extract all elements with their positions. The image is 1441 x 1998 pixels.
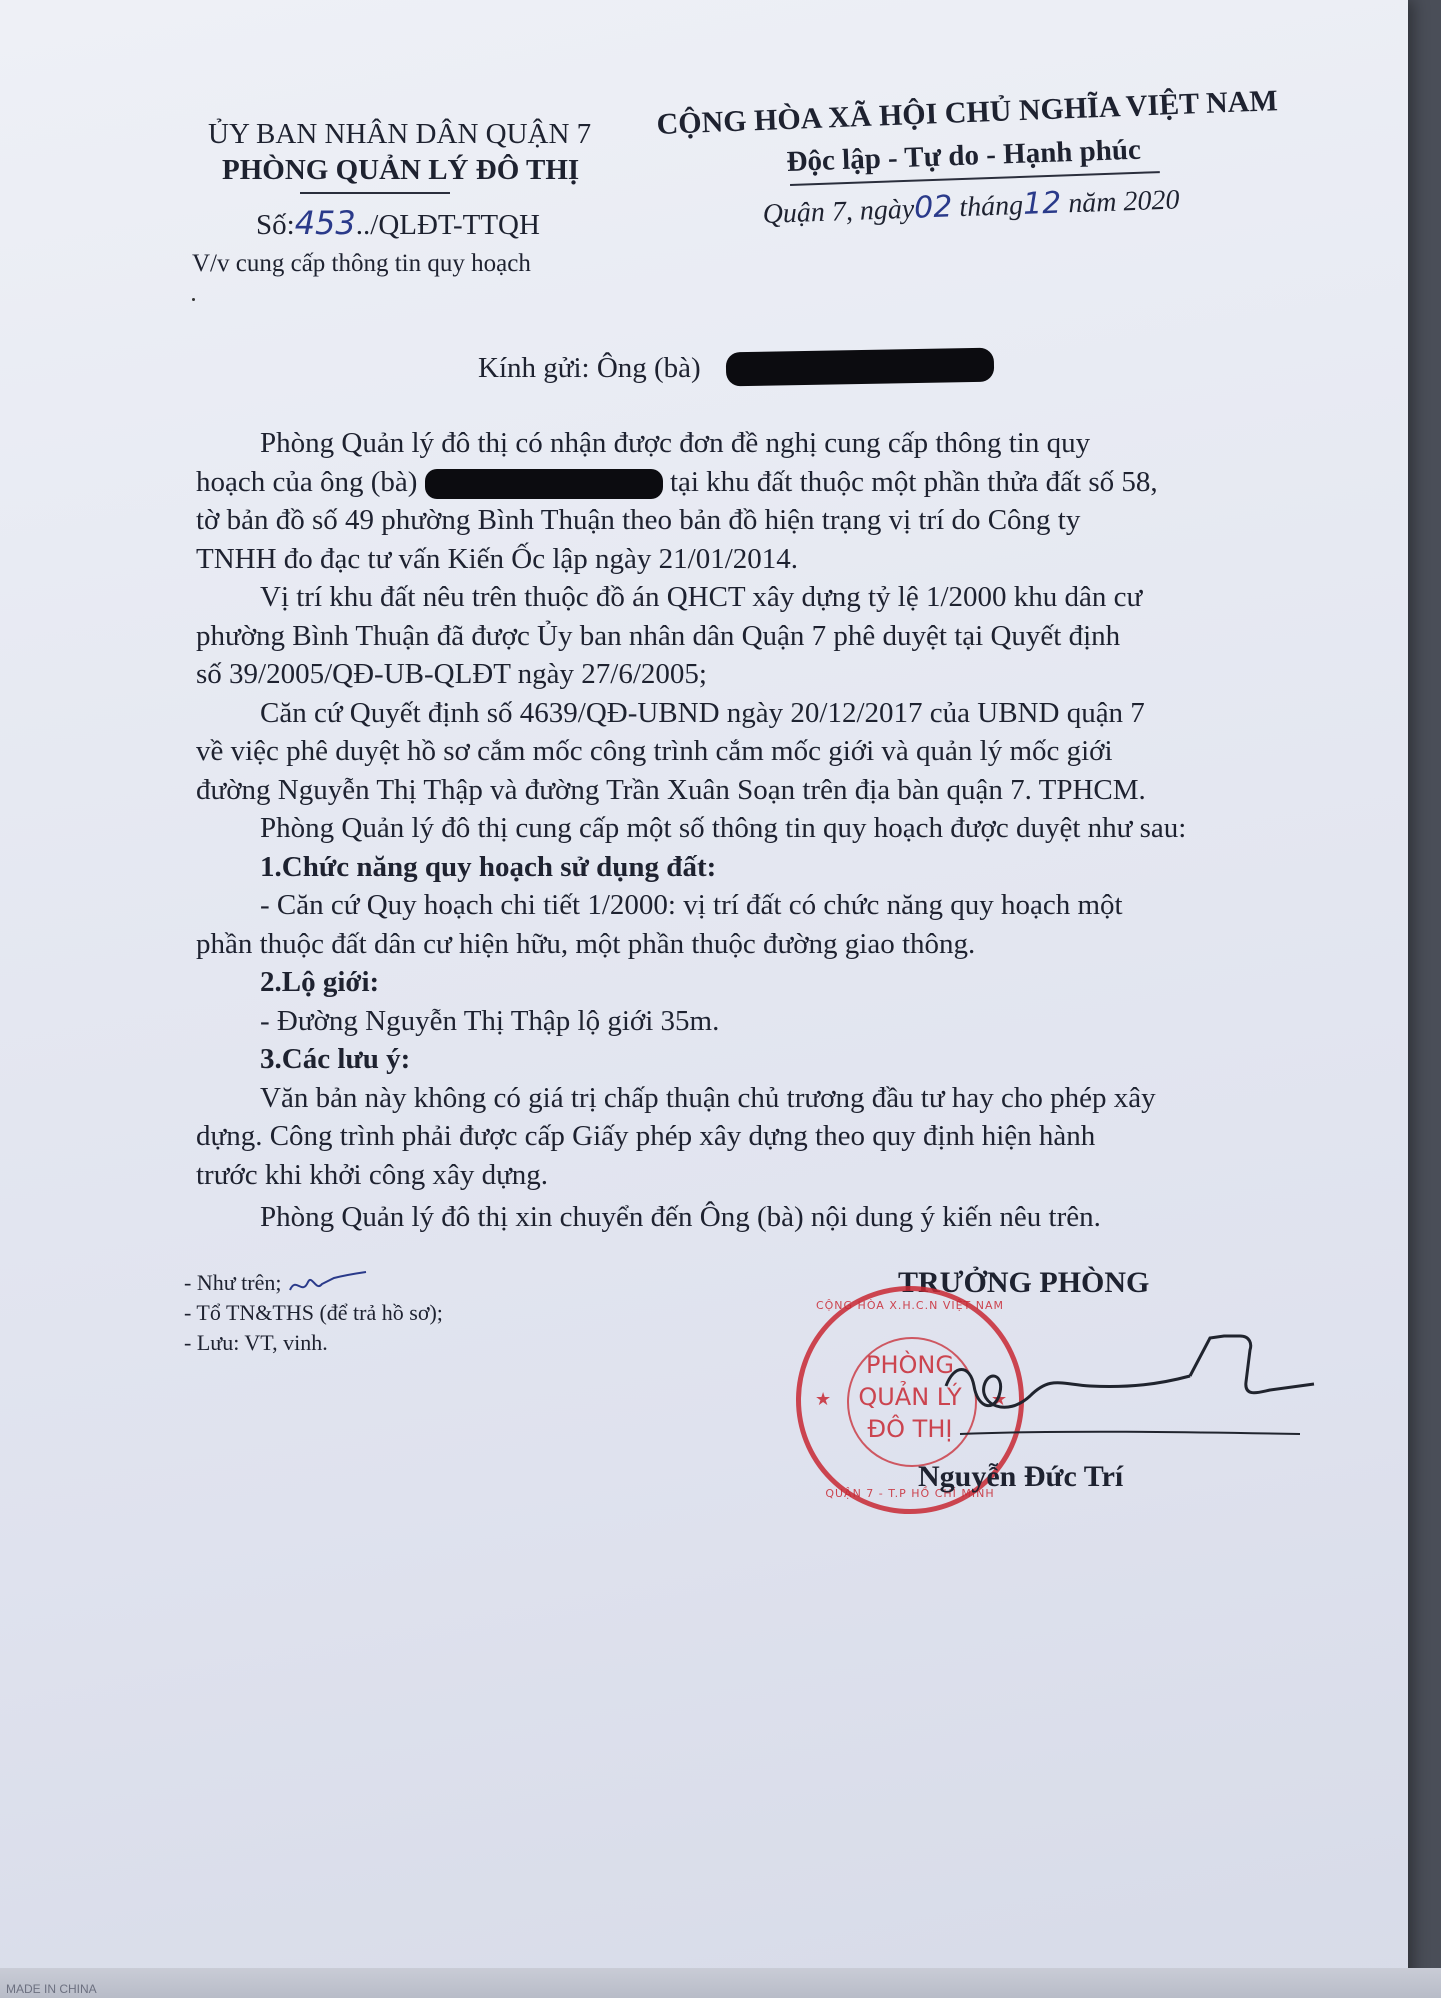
- p3-line1: Căn cứ Quyết định số 4639/QĐ-UBND ngày 20/12/2017 của UBND quận 7: [260, 696, 1145, 729]
- paper-edge-text: MADE IN CHINA: [6, 1982, 97, 1996]
- redacted-name-body: [425, 469, 663, 499]
- signer-name: Nguyễn Đức Trí: [918, 1460, 1124, 1493]
- p1-line4: TNHH đo đạc tư vấn Kiến Ốc lập ngày 21/01/2014.: [196, 542, 799, 575]
- date-month: 12: [1022, 185, 1062, 222]
- seal-text-2: QUẢN LÝ: [858, 1383, 962, 1411]
- stray-dot: [192, 298, 195, 301]
- closing-line: Phòng Quản lý đô thị xin chuyển đến Ông (bà) nội dung ý kiến nêu trên.: [260, 1201, 1101, 1233]
- section1-line2: phần thuộc đất dân cư hiện hữu, một phần thuộc đường giao thông.: [196, 927, 976, 960]
- doc-number-handwritten: 453: [294, 204, 356, 242]
- country-name: CỘNG HÒA XÃ HỘI CHỦ NGHĨA VIỆT NAM: [656, 84, 1279, 141]
- seal-ring-top: CỘNG HÒA X.H.C.N VIỆT NAM: [815, 1299, 1005, 1312]
- section3-line1: Văn bản này không có giá trị chấp thuận chủ trương đầu tư hay cho phép xây: [260, 1081, 1156, 1114]
- p1-line2b: tại khu đất thuộc một phần thửa đất số 58,: [669, 465, 1158, 498]
- seal-text-3: ĐÔ THỊ: [867, 1415, 953, 1443]
- p2-line2: phường Bình Thuận đã được Ủy ban nhân dân Quận 7 phê duyệt tại Quyết định: [196, 619, 1121, 652]
- p1-line3: tờ bản đồ số 49 phường Bình Thuận theo bản đồ hiện trạng vị trí do Công ty: [196, 504, 1081, 536]
- subject-line: V/v cung cấp thông tin quy hoạch: [192, 250, 531, 277]
- date-month-label: tháng: [958, 189, 1024, 224]
- p1-line2a: hoạch của ông (bà): [196, 465, 418, 498]
- p4-line: Phòng Quản lý đô thị cung cấp một số thông tin quy hoạch được duyệt như sau:: [260, 812, 1187, 844]
- handwritten-signature: [940, 1334, 1320, 1454]
- redacted-name-salutation: [726, 348, 995, 387]
- section1-line1: - Căn cứ Quy hoạch chi tiết 1/2000: vị trí đất có chức năng quy hoạch một: [260, 889, 1123, 921]
- section3-line3: trước khi khởi công xây dựng.: [196, 1158, 549, 1191]
- motto: Độc lập - Tự do - Hạnh phúc: [786, 133, 1142, 178]
- agency-parent: ỦY BAN NHÂN DÂN QUẬN 7: [208, 118, 592, 150]
- initials-scribble: [286, 1268, 370, 1298]
- p3-line3: đường Nguyễn Thị Thập và đường Trần Xuân Soạn trên địa bàn quận 7. TPHCM.: [196, 773, 1146, 806]
- doc-number-suffix: ../QLĐT-TTQH: [355, 209, 540, 241]
- salutation: Kính gửi: Ông (bà): [478, 352, 701, 384]
- p1-line2: [196, 463, 1288, 502]
- letter-body: [196, 424, 1288, 1237]
- seal-star-left: ★: [815, 1389, 832, 1409]
- document-number: [256, 204, 540, 242]
- recipient-2: - Tổ TN&THS (để trả hồ sơ);: [184, 1300, 443, 1325]
- p2-line1: Vị trí khu đất nêu trên thuộc đồ án QHCT xây dựng tỷ lệ 1/2000 khu dân cư: [260, 581, 1143, 613]
- seal-text-1: PHÒNG: [866, 1351, 954, 1379]
- section1-title: 1.Chức năng quy hoạch sử dụng đất:: [260, 850, 717, 883]
- seal-ring-bottom: QUẬN 7 - T.P HỒ CHÍ MINH: [825, 1487, 995, 1500]
- date-line: [762, 181, 1180, 231]
- date-place: Quận 7, ngày: [762, 193, 915, 230]
- doc-number-prefix: Số:: [256, 209, 295, 241]
- section3-line2: dựng. Công trình phải được cấp Giấy phép xây dựng theo quy định hiện hành: [196, 1120, 1096, 1152]
- date-year: năm 2020: [1067, 184, 1180, 220]
- recipient-1: - Như trên;: [184, 1270, 282, 1295]
- agency-underline: [300, 192, 450, 194]
- seal-star-right: ★: [991, 1389, 1008, 1409]
- section2-title: 2.Lộ giới:: [260, 966, 380, 998]
- p2-line3: số 39/2005/QĐ-UB-QLĐT ngày 27/6/2005;: [196, 658, 707, 690]
- section3-title: 3.Các lưu ý:: [260, 1043, 411, 1075]
- section2-line1: - Đường Nguyễn Thị Thập lộ giới 35m.: [260, 1004, 720, 1037]
- agency-name: PHÒNG QUẢN LÝ ĐÔ THỊ: [222, 154, 580, 186]
- signer-title: TRƯỞNG PHÒNG: [898, 1266, 1150, 1299]
- date-day: 02: [913, 189, 953, 226]
- paper-edge-strip: [0, 1968, 1441, 1998]
- p3-line2: về việc phê duyệt hồ sơ cắm mốc công trình cắm mốc giới và quản lý mốc giới: [196, 735, 1113, 767]
- p1-line1: Phòng Quản lý đô thị có nhận được đơn đề nghị cung cấp thông tin quy: [260, 427, 1091, 459]
- recipient-3: - Lưu: VT, vinh.: [184, 1330, 328, 1355]
